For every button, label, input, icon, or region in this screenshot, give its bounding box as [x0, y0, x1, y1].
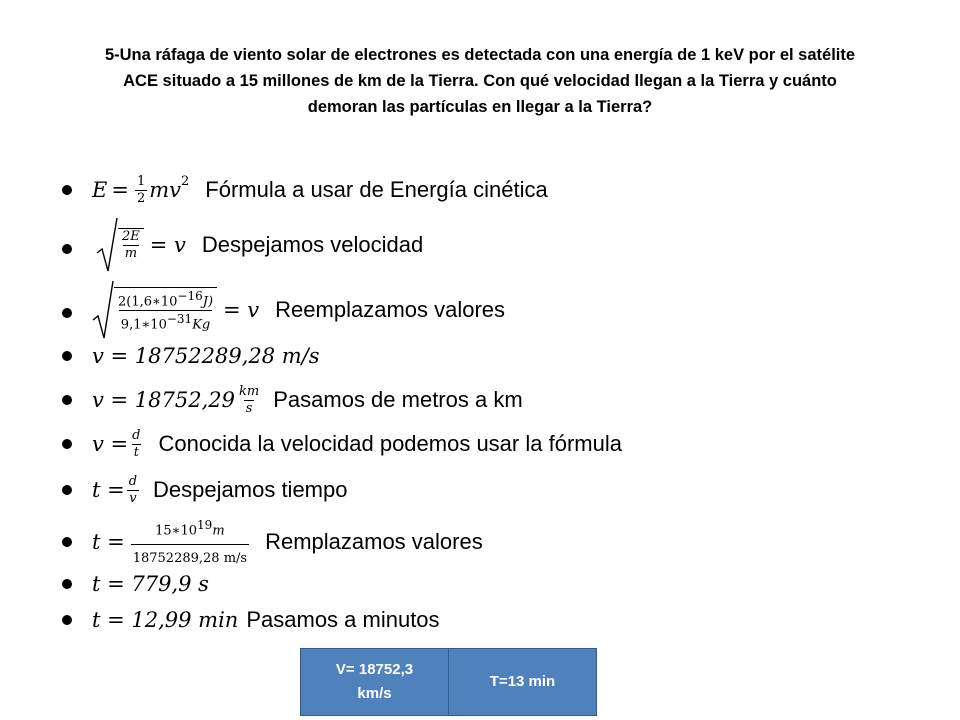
fraction	[120, 229, 142, 262]
time-substitution: t =	[92, 530, 125, 554]
step-note-text: Despejamos tiempo	[153, 477, 348, 502]
fraction-numerator	[116, 288, 215, 310]
numerator-exponent: −16	[177, 288, 203, 303]
bullet	[62, 308, 72, 318]
fraction-denominator: s	[245, 400, 253, 416]
velocity-value-ms: v = 18752289,28 m/s	[92, 344, 320, 368]
velocity-value-kms: v = 18752,29	[92, 388, 236, 412]
numerator-exponent: 19	[197, 518, 213, 533]
step-5-note	[273, 387, 522, 413]
time-minutes: t = 12,99 min	[92, 608, 239, 632]
step-10-note	[246, 607, 439, 633]
fraction-denominator: 18752289,28 m/s	[131, 544, 249, 567]
time-formula: t =	[92, 478, 125, 502]
velocity-result-cell	[300, 648, 449, 716]
velocity-result-line-1: V= 18752,3	[335, 661, 414, 678]
step-7-note	[153, 477, 347, 503]
step-2-note	[202, 232, 423, 258]
step-7-equation	[92, 470, 347, 510]
numerator-base: 15∗10	[155, 523, 198, 539]
problem-line-1: 5-Una ráfaga de viento solar de electrones es detectada con una energía de 1 keV por el satélite	[104, 46, 856, 64]
fraction-numerator	[153, 517, 227, 543]
one-half-fraction	[135, 174, 147, 207]
bullet	[62, 579, 72, 589]
fraction	[127, 474, 139, 507]
step-2-equation	[96, 216, 423, 274]
step-6-note	[158, 431, 621, 457]
step-5-equation	[92, 380, 523, 420]
denominator-exponent: −31	[166, 312, 193, 326]
velocity-result-text	[336, 658, 413, 706]
fraction-denominator: v	[129, 490, 137, 506]
numerator-unit: J)	[202, 294, 214, 309]
radicand	[114, 287, 217, 334]
step-1-equation	[92, 170, 548, 210]
step-9-equation	[92, 564, 209, 604]
square-root	[92, 280, 217, 340]
fraction-numerator: 2E	[122, 229, 140, 244]
problem-statement	[40, 42, 920, 120]
step-1-note	[205, 177, 547, 203]
mass-velocity: mv	[149, 178, 182, 202]
problem-line-2: ACE situado a 15 millones de km de la Tierra. Con qué velocidad llegan a la Tierra y cuánto	[123, 72, 837, 90]
step-3-note	[275, 297, 505, 323]
fraction	[116, 288, 215, 334]
unit-fraction	[237, 384, 261, 417]
fraction-denominator: 2	[136, 190, 146, 206]
fraction-numerator: d	[132, 427, 141, 443]
step-note-text: Remplazamos valores	[265, 529, 483, 554]
fraction-denominator: t	[133, 444, 139, 460]
velocity-formula: v =	[92, 432, 129, 456]
numerator-base: 2(1,6∗10	[118, 294, 178, 309]
fraction-numerator: d	[128, 473, 138, 489]
radical-sign-icon	[96, 217, 118, 273]
step-note-text: Pasamos a minutos	[246, 607, 440, 632]
square-root	[96, 217, 144, 273]
step-note-text: Despejamos velocidad	[201, 232, 424, 257]
fraction-numerator: 1	[136, 173, 146, 189]
step-8-equation	[92, 516, 483, 568]
bullet	[62, 439, 72, 449]
denominator-unit: Kg	[192, 317, 211, 333]
denominator-base: 9,1∗10	[120, 317, 167, 333]
time-seconds: t = 779,9 s	[92, 572, 209, 596]
time-result-text: T=13 min	[489, 673, 556, 690]
velocity-result-line-2: km/s	[357, 685, 392, 702]
fraction-denominator	[119, 310, 212, 333]
step-3-equation	[92, 280, 505, 340]
bullet	[62, 485, 72, 495]
bullet	[62, 244, 72, 254]
step-note-text: Pasamos de metros a km	[273, 387, 523, 412]
step-note-text: Fórmula a usar de Energía cinética	[205, 177, 548, 202]
bullet	[62, 615, 72, 625]
velocity-result: = v	[223, 298, 260, 322]
exponent: 2	[181, 174, 190, 189]
step-10-equation	[92, 600, 440, 640]
results-table	[300, 648, 597, 716]
velocity-result: = v	[149, 233, 186, 257]
step-note-text: Reemplazamos valores	[275, 297, 506, 322]
step-6-equation	[92, 424, 622, 464]
bullet	[62, 351, 72, 361]
step-4-equation	[92, 336, 320, 376]
bullet	[62, 537, 72, 547]
bullet	[62, 395, 72, 405]
fraction-denominator: m	[124, 246, 138, 261]
problem-line-3: demoran las partículas en llegar a la Tierra?	[307, 98, 653, 116]
step-8-note	[265, 529, 483, 555]
equals-sign: =	[111, 178, 129, 202]
energy-symbol: E	[92, 178, 108, 202]
numerator-unit: m	[212, 523, 225, 539]
radicand	[118, 228, 144, 262]
time-result-cell	[448, 648, 597, 716]
fraction-numerator: km	[239, 383, 260, 399]
fraction	[130, 428, 142, 461]
radical-sign-icon	[92, 280, 114, 340]
bullet	[62, 185, 72, 195]
step-note-text: Conocida la velocidad podemos usar la fórmula	[158, 431, 622, 456]
fraction	[131, 517, 249, 566]
